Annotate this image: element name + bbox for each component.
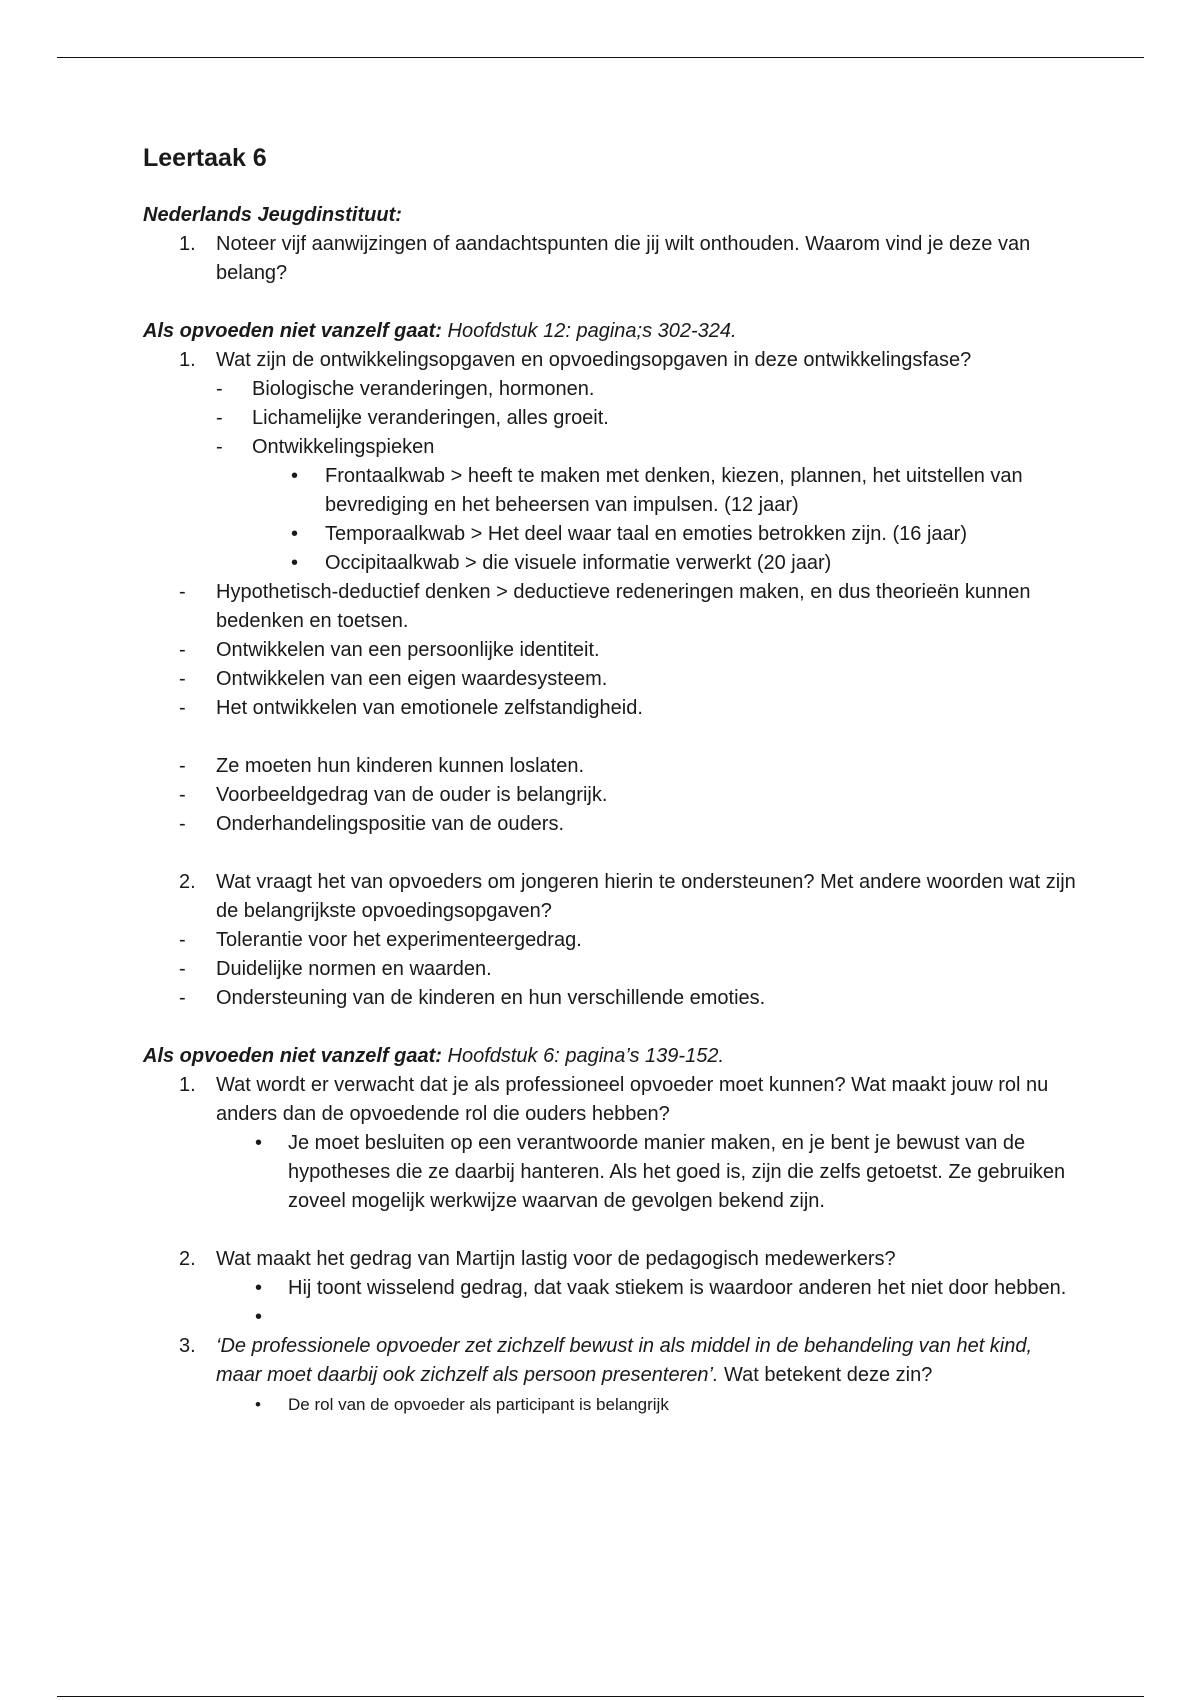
dash-marker: - [216,436,223,458]
list-number: 1. [179,1074,196,1096]
list-item: - Ze moeten hun kinderen kunnen loslaten. [143,752,1083,781]
list-item: - Ontwikkelen van een persoonlijke identiteit. [143,636,1083,665]
spacer [143,1216,1083,1245]
dash-marker: - [179,987,186,1009]
dash-marker: - [179,668,186,690]
question-text: Noteer vijf aanwijzingen of aandachtspunten die jij wilt onthouden. Waarom vind je deze van belang? [216,233,1031,284]
dash-marker: - [179,929,186,951]
section-heading-h12: Als opvoeden niet vanzelf gaat: Hoofdstuk 12: pagina;s 302-324. [143,320,737,342]
list-item: - Onderhandelingspositie van de ouders. [143,810,1083,839]
list-item: • Occipitaalkwab > die visuele informatie verwerkt (20 jaar) [143,549,1083,578]
list-item: - Ontwikkelingspieken [143,433,1083,462]
list-item: • Frontaalkwab > heeft te maken met denken, kiezen, plannen, het uitstellen van bevrediging en het beheersen van impulsen. (12 jaar) [143,462,1083,520]
list-item: - Ondersteuning van de kinderen en hun verschillende emoties. [143,984,1083,1013]
spacer [143,288,1083,317]
dash-marker: - [216,378,223,400]
quote-text: ‘De professionele opvoeder zet zichzelf bewust in als middel in de behandeling van het kind, maar moet daarbij ook zichzelf als persoon presenteren’. [216,1335,1033,1386]
bullet-marker: • [291,552,299,574]
question-text: Wat zijn de ontwikkelingsopgaven en opvoedingsopgaven in deze ontwikkelingsfase? [216,349,972,371]
list-item: - Voorbeeldgedrag van de ouder is belangrijk. [143,781,1083,810]
dash-marker: - [179,639,186,661]
document-body [143,140,1083,1419]
question-text: Wat maakt het gedrag van Martijn lastig voor de pedagogisch medewerkers? [216,1248,896,1270]
spacer [143,839,1083,868]
list-item: - Het ontwikkelen van emotionele zelfstandigheid. [143,694,1083,723]
list-item: • Temporaalkwab > Het deel waar taal en emoties betrokken zijn. (16 jaar) [143,520,1083,549]
spacer [143,1013,1083,1042]
question-text: Wat betekent deze zin? [718,1364,933,1386]
list-item [143,1274,1083,1303]
footer-rule [57,1696,1144,1697]
dash-marker: - [179,697,186,719]
list-number: 2. [179,1248,196,1270]
question-item [143,1245,1083,1274]
list-number: 1. [179,349,196,371]
list-item: - Duidelijke normen en waarden. [143,955,1083,984]
dash-marker: - [179,958,186,980]
bullet-marker: • [255,1306,263,1328]
bullet-marker: • [291,523,299,545]
bullet-marker: • [255,1277,263,1299]
bullet-marker: • [255,1395,261,1414]
section-heading-h6: Als opvoeden niet vanzelf gaat: Hoofdstuk 6: pagina’s 139-152. [143,1045,725,1067]
list-item [143,1390,1083,1419]
dash-marker: - [179,784,186,806]
dash-marker: - [179,581,186,603]
question-item [143,868,1083,926]
question-item [143,1332,1083,1390]
answer-text: Je moet besluiten op een verantwoorde manier maken, en je bent je bewust van de hypotheses die ze daarbij hanteren. Als het goed is, zijn die zelfs getoetst. Ze gebruiken zoveel mogelijk werkwijze waarvan de gevolgen bekend zijn. [288,1132,1066,1212]
list-item [143,1129,1083,1216]
list-number: 1. [179,233,196,255]
list-item: - Tolerantie voor het experimenteergedrag. [143,926,1083,955]
list-item-empty [143,1303,1083,1332]
dash-marker: - [179,755,186,777]
header-rule [57,57,1144,58]
answer-text: Hij toont wisselend gedrag, dat vaak stiekem is waardoor anderen het niet door hebben. [288,1277,1067,1299]
question-item [143,230,1083,288]
bullet-marker: • [255,1132,263,1154]
dash-marker: - [179,813,186,835]
bullet-marker: • [291,465,299,487]
spacer [143,723,1083,752]
list-item: - Lichamelijke veranderingen, alles groeit. [143,404,1083,433]
list-number: 3. [179,1335,196,1357]
question-text: Wat wordt er verwacht dat je als professioneel opvoeder moet kunnen? Wat maakt jouw rol nu anders dan de opvoedende rol die ouders hebben? [216,1074,1049,1125]
list-item: - Ontwikkelen van een eigen waardesysteem. [143,665,1083,694]
dash-marker: - [216,407,223,429]
list-item: - Hypothetisch-deductief denken > deductieve redeneringen maken, en dus theorieën kunnen bedenken en toetsen. [143,578,1083,636]
answer-text: De rol van de opvoeder als participant is belangrijk [288,1395,669,1414]
section-heading-nji: Nederlands Jeugdinstituut: [143,204,402,226]
list-item: - Biologische veranderingen, hormonen. [143,375,1083,404]
question-item [143,346,1083,375]
page-title: Leertaak 6 [143,144,267,172]
list-number: 2. [179,871,196,893]
question-item [143,1071,1083,1129]
question-text: Wat vraagt het van opvoeders om jongeren hierin te ondersteunen? Met andere woorden wat zijn de belangrijkste opvoedingsopgaven? [216,871,1076,922]
